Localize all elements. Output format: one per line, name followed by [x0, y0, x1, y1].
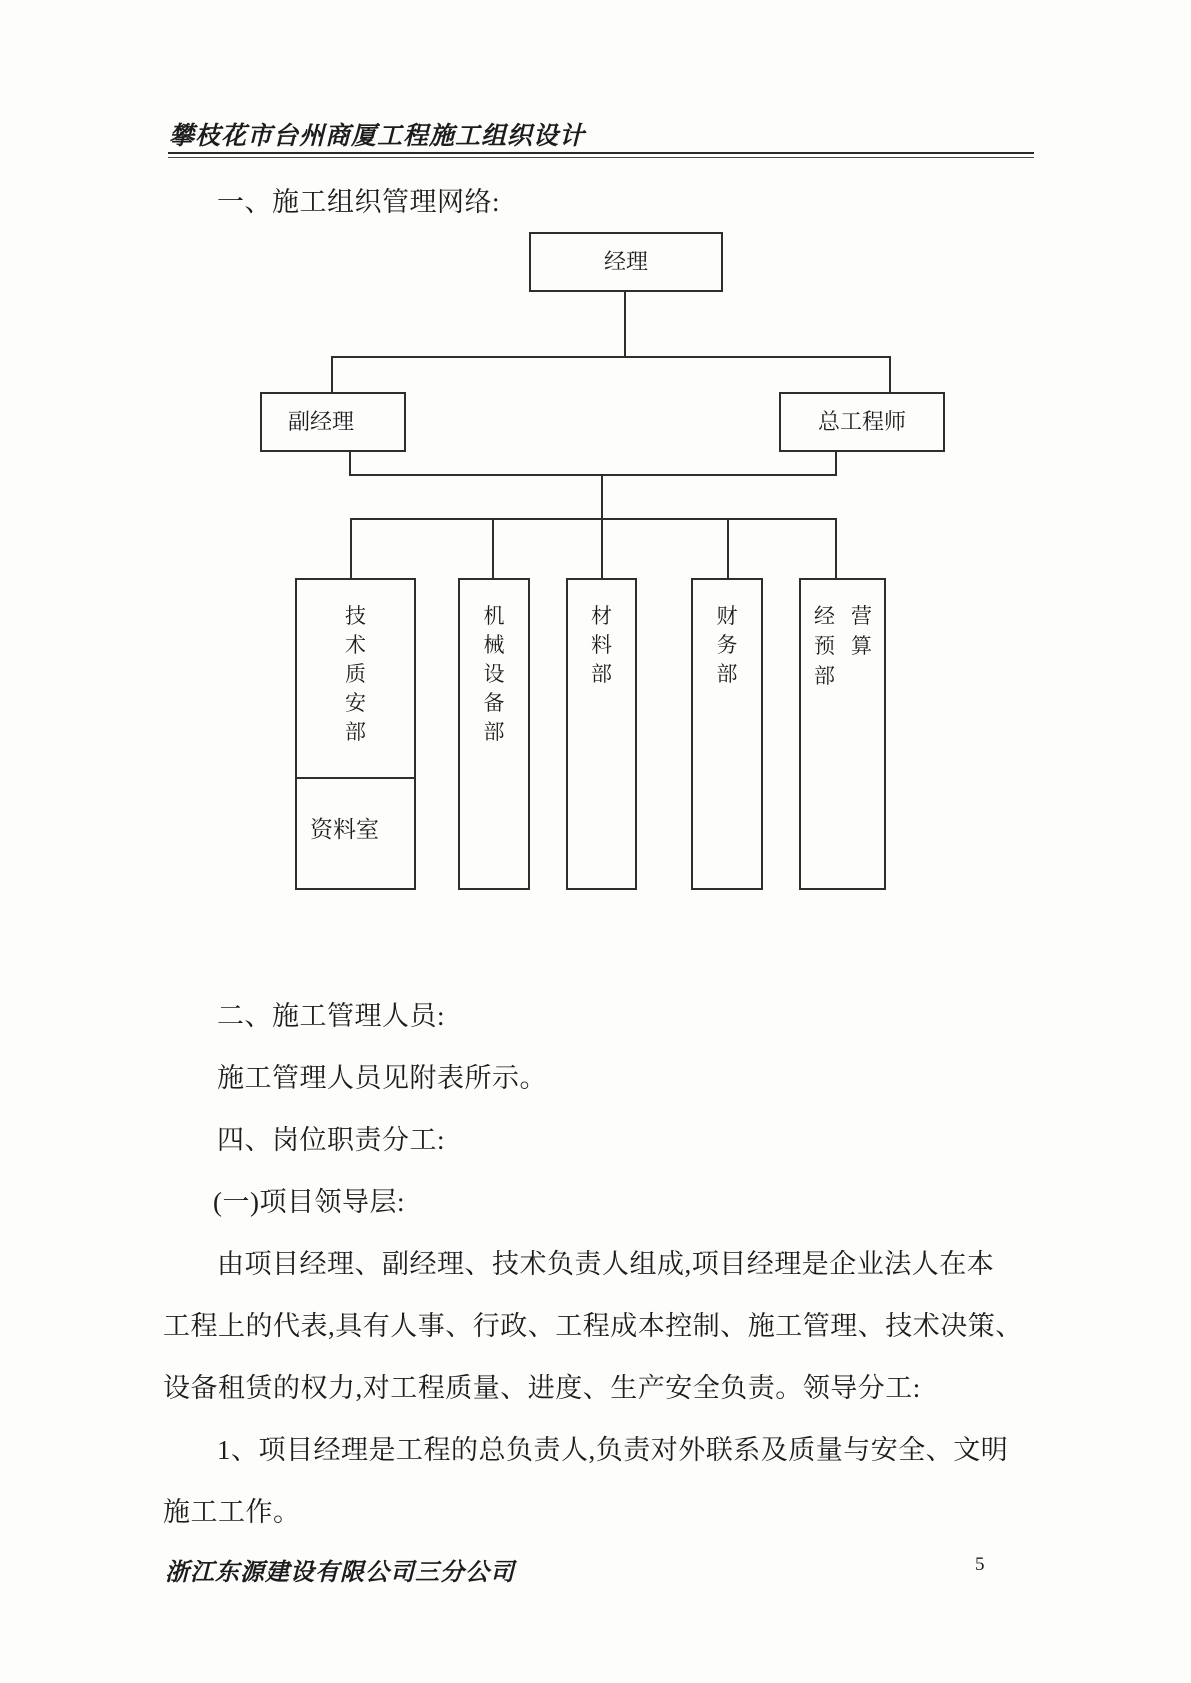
connector-line: [349, 474, 837, 476]
section-2-text: 施工管理人员见附表所示。: [217, 1063, 547, 1093]
connector-line: [331, 356, 333, 394]
footer-company: 浙江东源建设有限公司三分公司: [165, 1560, 515, 1586]
body-line: 由项目经理、副经理、技术负责人组成,项目经理是企业法人在本: [217, 1249, 995, 1279]
box-dept-finance: [691, 578, 763, 890]
section-2-heading: 二、施工管理人员:: [217, 1001, 446, 1031]
connector-line: [601, 474, 603, 520]
header-rule: [168, 152, 1034, 154]
box-deputy-manager-label: 副经理: [288, 409, 355, 434]
body-line: 工程上的代表,具有人事、行政、工程成本控制、施工管理、技术决策、: [163, 1311, 1023, 1341]
box-manager: [529, 232, 723, 292]
connector-line: [492, 518, 494, 580]
header-title: 攀枝花市台州商厦工程施工组织设计: [169, 123, 586, 150]
box-manager-label: 经理: [603, 249, 648, 274]
box-dept-tech-quality-safety: [295, 578, 416, 890]
connector-line: [349, 452, 351, 476]
box-deputy-manager: [260, 392, 406, 452]
box-dept-tech-quality-safety-label: 技 术 质 安 部: [345, 604, 366, 744]
box-dept-materials-label: 材 料 部: [591, 604, 612, 686]
connector-line: [835, 518, 837, 580]
box-dept-finance-label: 财 务 部: [716, 604, 738, 686]
body-line: 设备租赁的权力,对工程质量、进度、生产安全负责。领导分工:: [163, 1373, 921, 1403]
connector-line: [889, 356, 891, 394]
box-dept-machinery-equipment: [458, 578, 530, 890]
connector-line: [601, 518, 603, 580]
section-1-heading: 一、施工组织管理网络:: [217, 187, 501, 217]
connector-line: [835, 452, 837, 476]
connector-line: [331, 356, 891, 358]
box-dept-operations-budget-label: 经 营 预 算 部: [814, 604, 872, 688]
page-number: 5: [975, 1554, 985, 1575]
section-4-subheading: (一)项目领导层:: [213, 1187, 405, 1217]
connector-line: [350, 518, 352, 580]
box-dept-machinery-equipment-label: 机 械 设 备 部: [483, 604, 505, 744]
connector-line: [350, 518, 837, 520]
body-line: 1、项目经理是工程的总负责人,负责对外联系及质量与安全、文明: [217, 1435, 1009, 1465]
connector-line: [624, 292, 626, 358]
body-line: 施工工作。: [163, 1497, 301, 1527]
box-archive-room-label: 资料室: [310, 817, 379, 842]
box-dept-materials: [566, 578, 637, 890]
box-dept-operations-budget: [799, 578, 886, 890]
header-rule-echo: [168, 157, 1034, 158]
box-chief-engineer: [779, 392, 945, 452]
connector-line: [727, 518, 729, 580]
box-chief-engineer-label: 总工程师: [817, 409, 906, 434]
section-4-heading: 四、岗位职责分工:: [217, 1125, 446, 1155]
box-archive-room: [297, 777, 414, 888]
